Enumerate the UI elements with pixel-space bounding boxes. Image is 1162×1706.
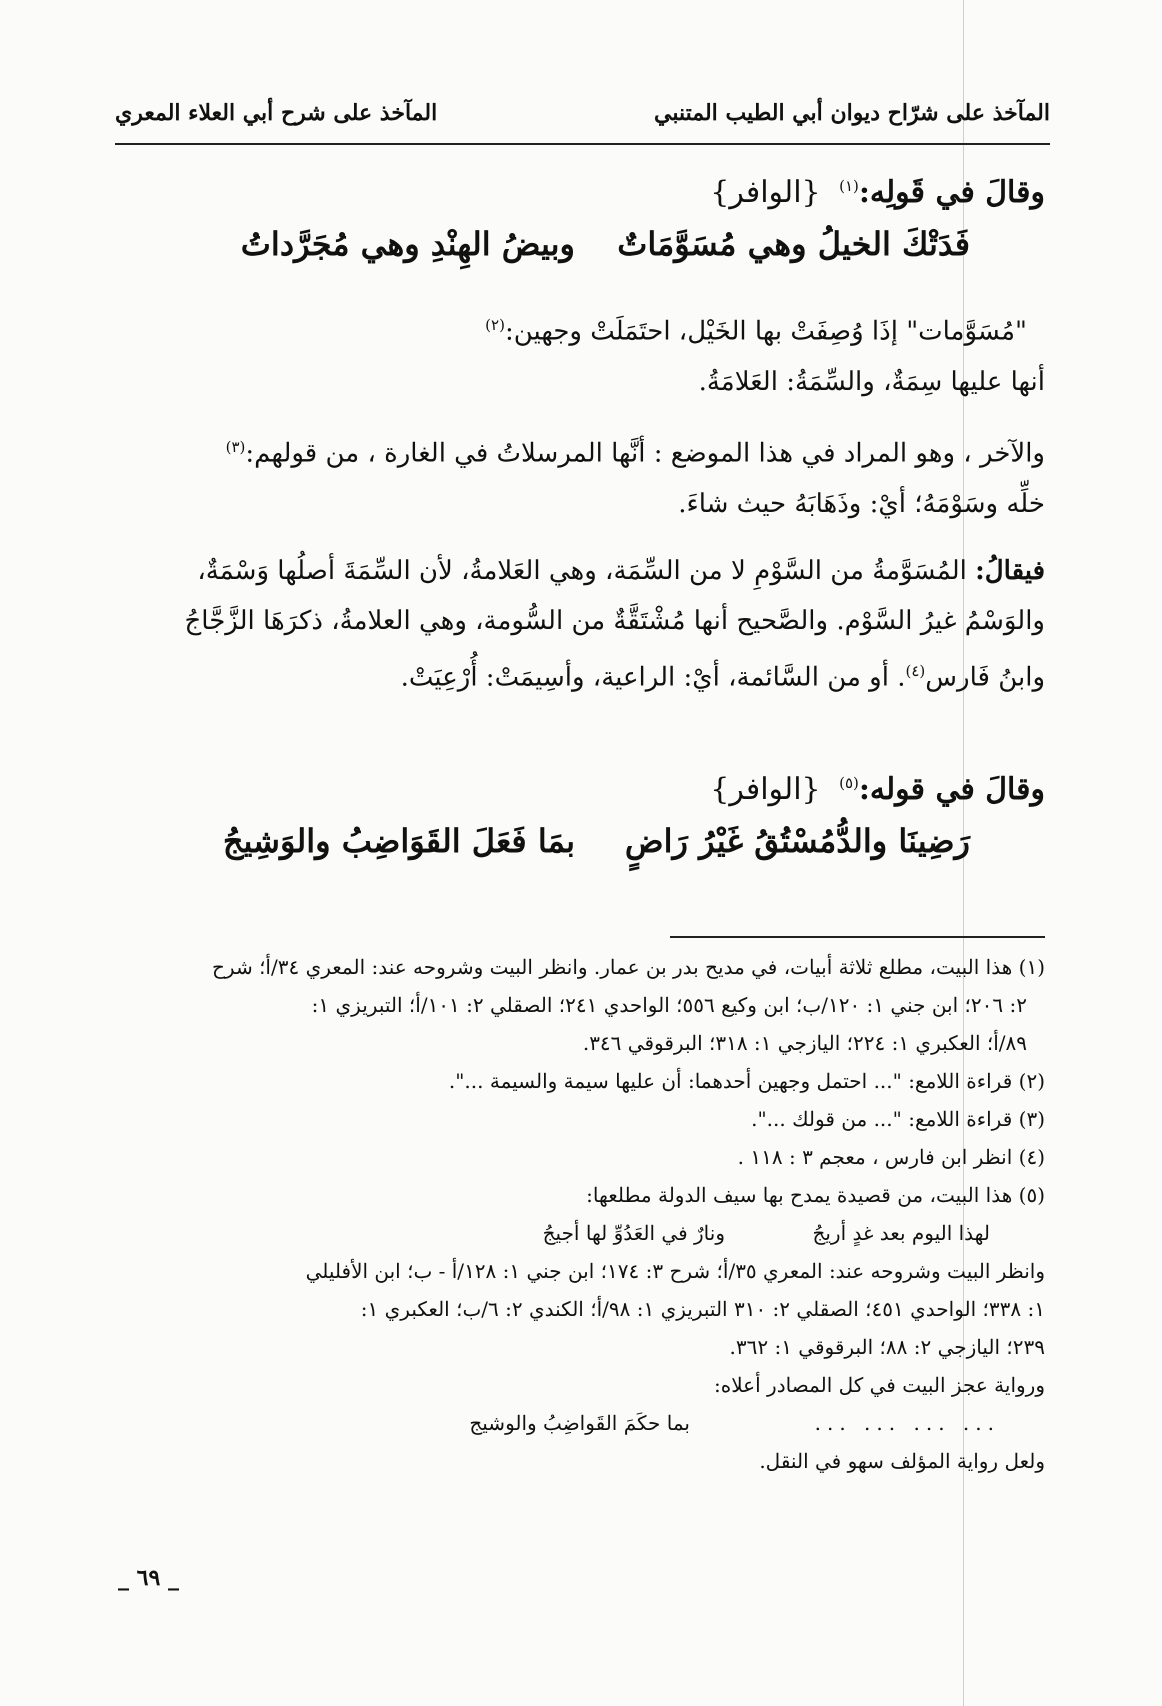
intro-text: وقالَ في قوله: [858,772,1045,807]
intro-text: وقالَ في قَولِه: [858,175,1045,210]
paragraph-1-line-1: "مُسَوَّمات" إذَا وُصِفَتْ بها الخَيْل، احتَمَلَتْ وجهين:$^{(٢)}$ [485,316,1027,347]
footnote-line: (١) هذا البيت، مطلع ثلاثة أبيات، في مديح بدر بن عمار. وانظر البيت وشروحه عند: المعري ٣٤/أ؛ شرح [212,955,1045,979]
footnote-line: ورواية عجز البيت في كل المصادر أعلاه: [714,1373,1045,1397]
paragraph-2-line-2: خلِّه وسَوْمَهُ؛ أيْ: وذَهَابَهُ حيث شاءَ. [678,488,1045,519]
verse-1-first-hemistich: فَدَتْكَ الخيلُ وهي مُسَوَّمَاتٌ [617,225,970,263]
variant-hemistich: بما حكَمَ القَواضِبُ والوشيج [469,1411,690,1435]
footnote-verse-first-hemistich: لهذا اليوم بعد غدٍ أريجُ [812,1221,990,1245]
section-1-intro [125,175,1045,225]
footnotes [115,948,1045,1480]
footnote-line: ١: ٣٣٨؛ الواحدي ٤٥١؛ الصقلي ٢: ٣١٠ التبريزي ١: ٩٨/أ؛ الكندي ٢: ٦/ب؛ العكبري ١: [360,1297,1045,1321]
meter-label: {الوافر} [710,175,821,210]
footnote-ref-3[interactable]: (٣) [225,438,246,456]
section-2 [125,772,1045,880]
meter-label: {الوافر} [710,772,821,807]
paragraph-3 [125,546,1045,703]
footnote-rule [670,936,1045,938]
paragraph-2-line-1: والآخر ، وهو المراد في هذا الموضع : أنَّها المرسلاتُ في الغارة ، من قولهم:$^{(٣)}$ [225,438,1045,469]
verse-2-first-hemistich: رَضِينَا والدُّمُسْتُقُ غَيْرُ رَاضٍ [624,822,970,860]
paragraph-1 [125,300,1045,407]
running-header [115,100,1050,138]
footnote-line: ٢٣٩؛ اليازجي ٢: ٨٨؛ البرقوقي ١: ٣٦٢. [729,1335,1045,1359]
section-1 [125,175,1045,283]
footnote-verse-variant [115,1404,1045,1442]
section-2-intro [125,772,1045,822]
footnote-ref-4[interactable]: (٤) [905,662,926,680]
footnote-line: ولعل رواية المؤلف سهو في النقل. [759,1449,1045,1473]
footnote-ref-5[interactable]: (٥) [839,774,859,792]
footnote-ref-1[interactable]: (١) [839,177,859,195]
verse-2 [125,822,1045,880]
footnote-line: ٨٩/أ؛ العكبري ١: ٢٢٤؛ اليازجي ١: ٣١٨؛ البرقوقي ٣٤٦. [582,1031,1027,1055]
verse-1 [125,225,1045,283]
header-rule [115,143,1050,145]
ellipsis-placeholder: ... ... ... ... [814,1411,1000,1435]
page-number: _ ٦٩ _ [118,1565,179,1591]
paragraph-1-line-2: أنها عليها سِمَةٌ، والسِّمَةُ: العَلامَةُ. [698,366,1045,397]
footnote-verse [115,1214,1045,1252]
footnote-line: (٢) قراءة اللامع: "... احتمل وجهين أحدهما: أن عليها سيمة والسيمة ...". [448,1069,1045,1093]
footnote-line: (٤) انظر ابن فارس ، معجم ٣ : ١١٨ . [737,1145,1045,1169]
footnote-line: (٥) هذا البيت، من قصيدة يمدح بها سيف الدولة مطلعها: [586,1183,1045,1207]
paragraph-3-line-2: والوَسْمُ غيرُ السَّوْم. والصَّحيح أنها مُشْتَقَّةٌ من السُّومة، وهي العلامةُ، ذكرَهَا الزَّجَّاجُ [184,606,1045,636]
paragraph-3-line-1: فيقالُ: المُسَوَّمةُ من السَّوْمِ لا من السِّمَة، وهي العَلامةُ، لأن السِّمَةَ أصلُها وَسْمَةٌ، [197,556,1045,586]
footnote-line: ٢: ٢٠٦؛ ابن جني ١: ١٢٠/ب؛ ابن وكيع ٥٥٦؛ الواحدي ٢٤١؛ الصقلي ٢: ١٠١/أ؛ التبريزي ١: [311,993,1027,1017]
footnote-line: (٣) قراءة اللامع: "... من قولك ...". [751,1107,1045,1131]
paragraph-3-line-3: وابنُ فَارس$^{(٤)}$. أو من السَّائمة، أيْ: الراعية، وأسِيمَتْ: أُرْعِيَتْ. [400,662,1045,693]
footnote-line: وانظر البيت وشروحه عند: المعري ٣٥/أ؛ شرح ٣: ١٧٤؛ ابن جني ١: ١٢٨/أ - ب؛ ابن الأفليلي [305,1259,1045,1283]
paragraph-3-lead: فيقالُ: [975,556,1045,586]
footnote-verse-second-hemistich: ونارٌ في العَدُوِّ لها أجيجُ [542,1221,725,1245]
verse-2-second-hemistich: بمَا فَعَلَ القَوَاضِبُ والوَشِيجُ [222,822,575,860]
paragraph-2 [125,422,1045,529]
footnote-ref-2[interactable]: (٢) [485,316,505,334]
header-book-title: المآخذ على شرّاح ديوان أبي الطيب المتنبي [654,100,1050,126]
header-chapter-title: المآخذ على شرح أبي العلاء المعري [115,100,438,126]
verse-1-second-hemistich: وبيضُ الهِنْدِ وهي مُجَرَّداتُ [240,225,575,263]
